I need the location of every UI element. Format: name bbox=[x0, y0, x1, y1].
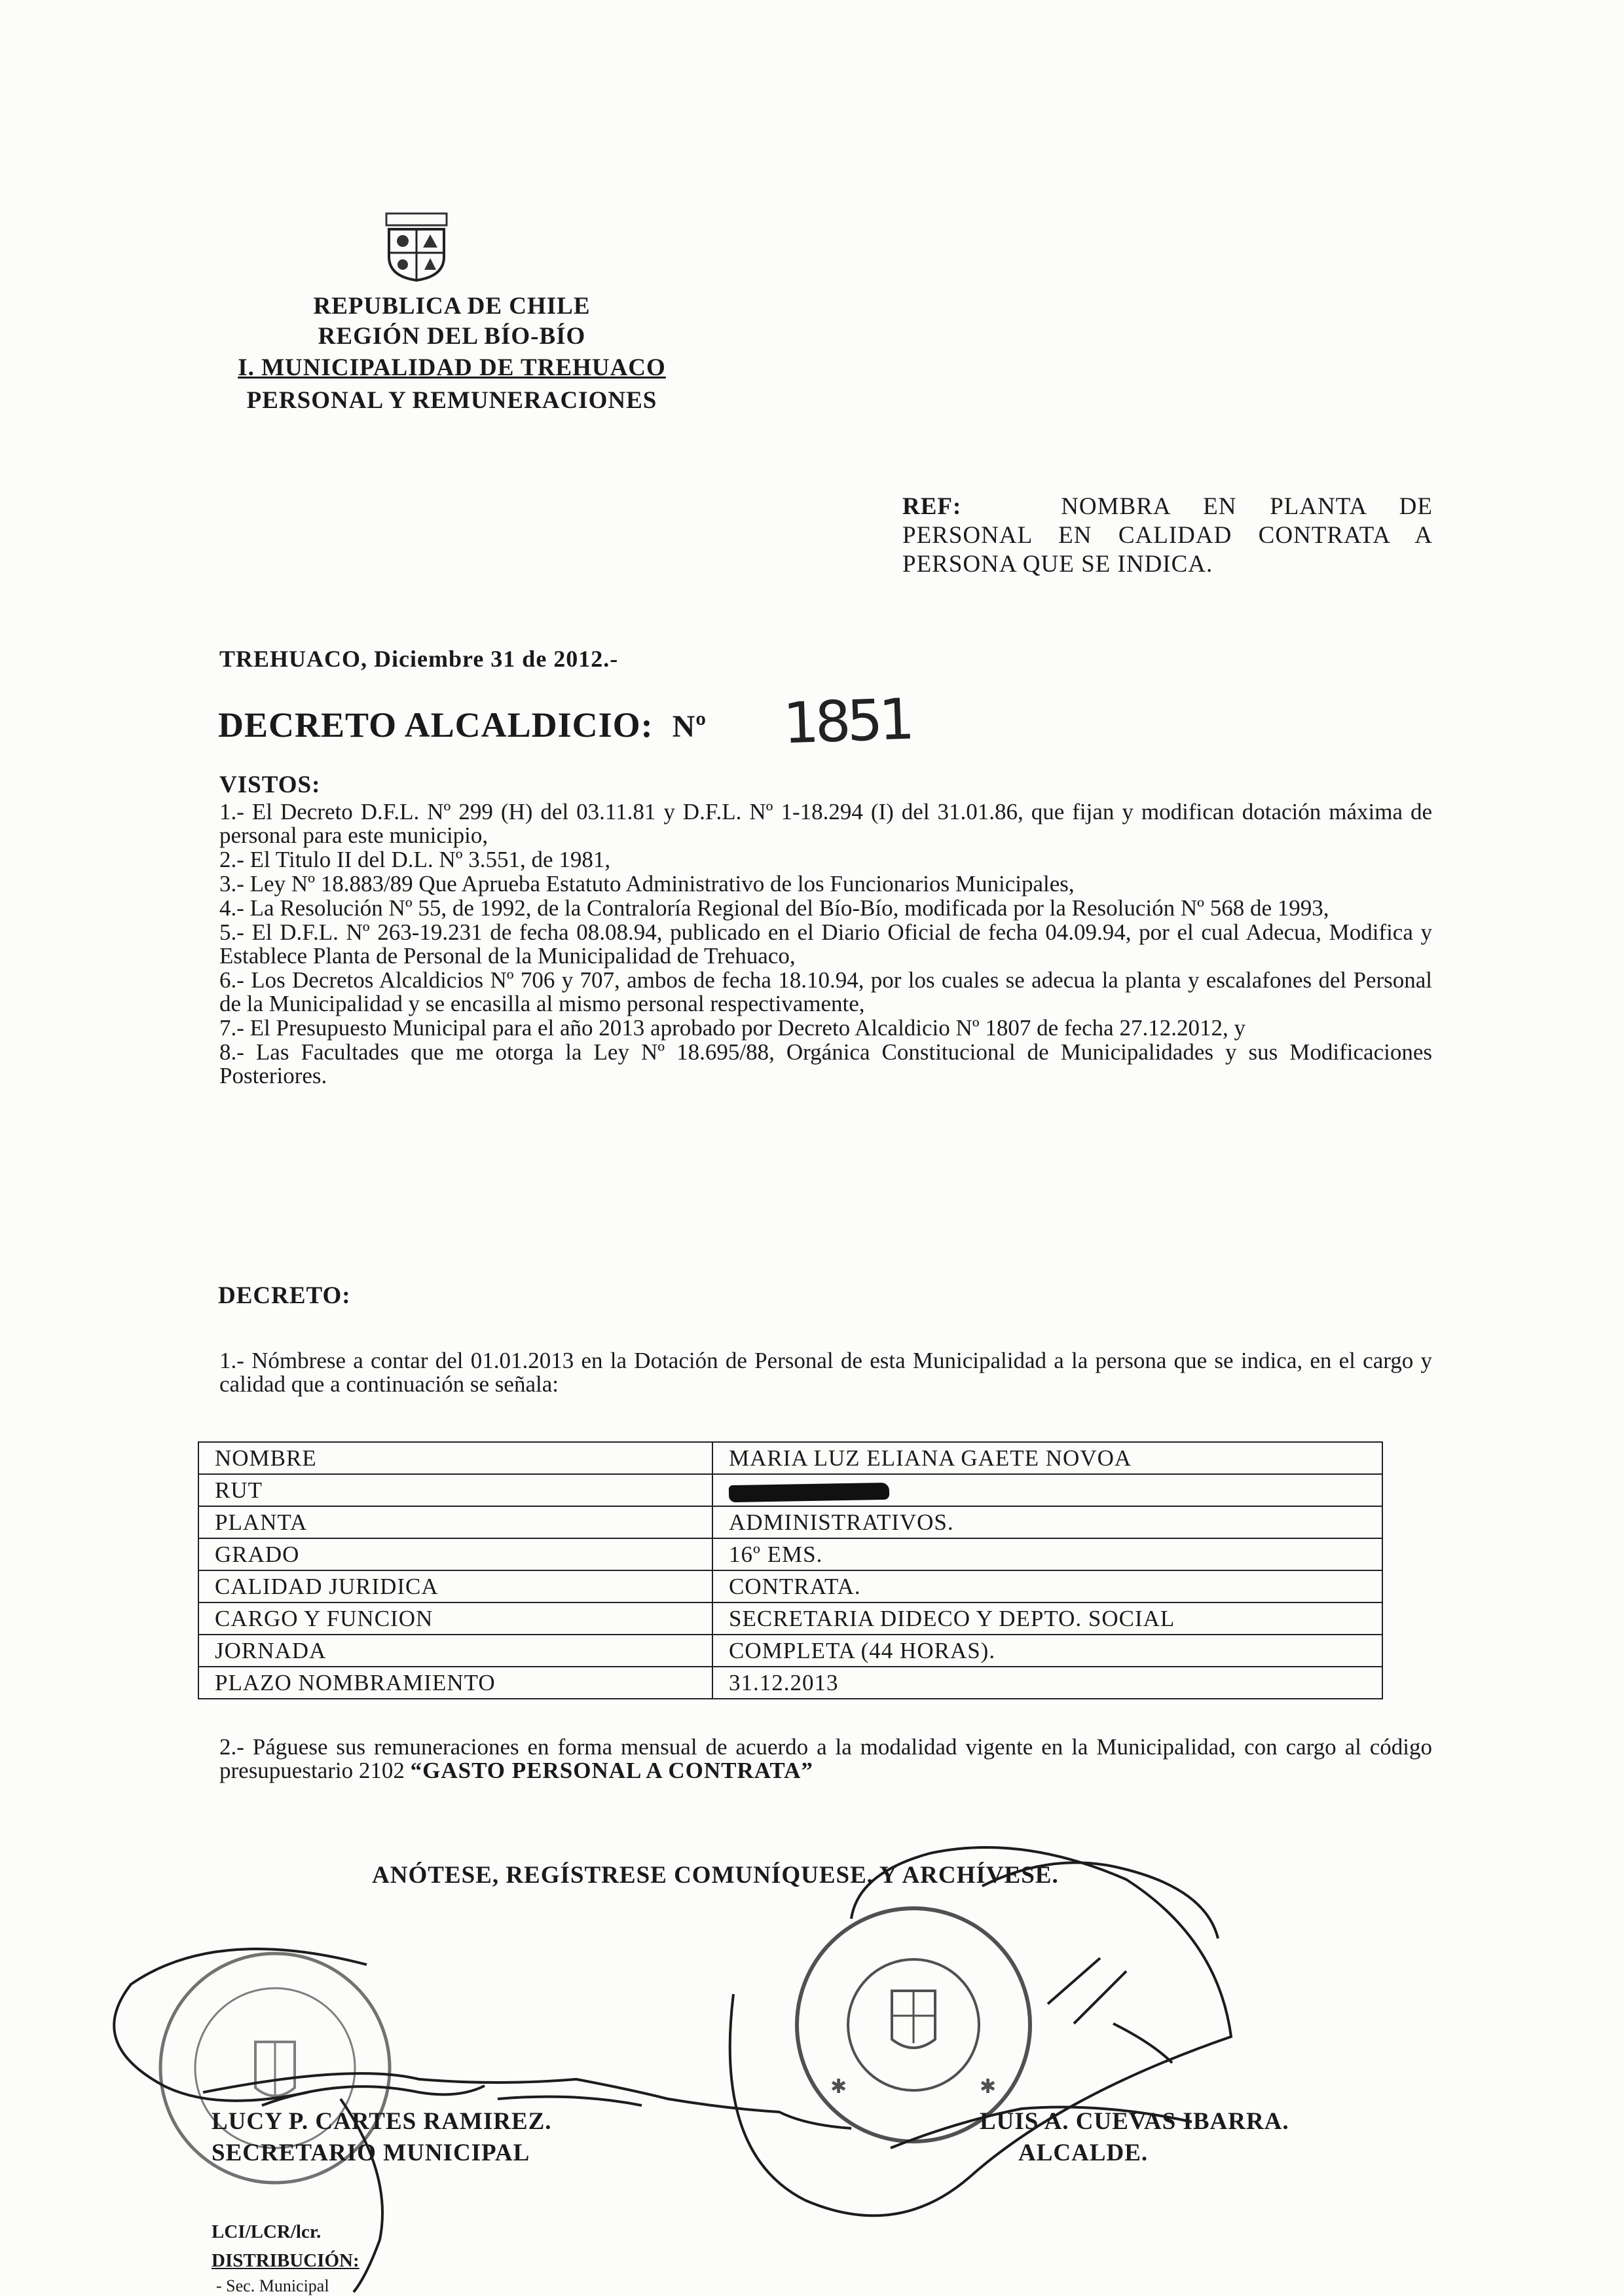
vistos-title: VISTOS: bbox=[219, 771, 321, 798]
place-date: TREHUACO, Diciembre 31 de 2012.- bbox=[219, 646, 619, 672]
right-signatory-title: ALCALDE. bbox=[1018, 2139, 1149, 2166]
header-country: REPUBLICA DE CHILE bbox=[313, 293, 591, 320]
table-label: JORNADA bbox=[198, 1635, 712, 1667]
header-department: PERSONAL Y REMUNERACIONES bbox=[246, 387, 657, 414]
right-stamp bbox=[797, 1908, 1030, 2141]
table-value: MARIA LUZ ELIANA GAETE NOVOA bbox=[712, 1442, 1382, 1474]
initials: LCI/LCR/lcr. bbox=[212, 2221, 322, 2242]
table-value: SECRETARIA DIDECO Y DEPTO. SOCIAL bbox=[712, 1602, 1382, 1635]
decree-number-handwritten: 1851 bbox=[782, 686, 912, 757]
table-value: 16º EMS. bbox=[712, 1538, 1382, 1570]
vistos-item: 4.- La Resolución Nº 55, de 1992, de la Contraloría Regional del Bío-Bío, modificada por la Resolución Nº 568 de 1993, bbox=[219, 895, 1329, 921]
table-value: 31.12.2013 bbox=[712, 1667, 1382, 1699]
table-label: NOMBRE bbox=[198, 1442, 712, 1474]
header-region: REGIÓN DEL BÍO-BÍO bbox=[318, 323, 586, 350]
table-label: CALIDAD JURIDICA bbox=[198, 1570, 712, 1602]
vistos-item: 6.- Los Decretos Alcaldicios Nº 706 y 707, ambos de fecha 18.10.94, por los cuales se adecua la planta y escalafones del Personal de la Municipalidad y se encasilla al mismo personal respectivamente, bbox=[219, 967, 1432, 1016]
ref-line-3: PERSONA QUE SE INDICA. bbox=[902, 551, 1213, 578]
table-label: CARGO Y FUNCION bbox=[198, 1602, 712, 1635]
table-value: ADMINISTRATIVOS. bbox=[712, 1506, 1382, 1538]
closing-formula: ANÓTESE, REGÍSTRESE COMUNÍQUESE, Y ARCHÍVESE. bbox=[372, 1862, 1059, 1889]
ref-label: REF: bbox=[902, 493, 962, 520]
decree-label: DECRETO ALCALDICIO: bbox=[218, 705, 654, 745]
table-label: RUT bbox=[198, 1474, 712, 1506]
decree-number-prefix: Nº bbox=[672, 709, 707, 744]
svg-text:✱: ✱ bbox=[830, 2076, 847, 2098]
vistos-item: 3.- Ley Nº 18.883/89 Que Aprueba Estatuto Administrativo de los Funcionarios Municipales, bbox=[219, 871, 1075, 897]
table-value: COMPLETA (44 HORAS). bbox=[712, 1635, 1382, 1667]
vistos-item: 8.- Las Facultades que me otorga la Ley Nº 18.695/88, Orgánica Constitucional de Municipalidades y sus Modificaciones Posteriores. bbox=[219, 1039, 1432, 1088]
table-label: PLANTA bbox=[198, 1506, 712, 1538]
right-signature bbox=[730, 1847, 1231, 2215]
distribution-item: - Sec. Municipal bbox=[216, 2276, 329, 2295]
left-signatory-title: SECRETARIO MUNICIPAL bbox=[212, 2139, 530, 2166]
ref-line-2: PERSONAL EN CALIDAD CONTRATA A bbox=[902, 522, 1433, 549]
left-signatory-name: LUCY P. CARTES RAMIREZ. bbox=[212, 2108, 552, 2135]
distribution-label: DISTRIBUCIÓN: bbox=[212, 2250, 360, 2271]
vistos-item: 5.- El D.F.L. Nº 263-19.231 de fecha 08.08.94, publicado en el Diario Oficial de fecha 04.09.94, por el cual Adecua, Modifica y Establece Planta de Personal de la Municipalidad de Trehuaco, bbox=[219, 919, 1432, 969]
decreto-item-2: 2.- Páguese sus remuneraciones en forma mensual de acuerdo a la modalidad vigente en la Municipalidad, con cargo al código presupuestario 2102 “GASTO PERSONAL A CONTRATA” bbox=[219, 1734, 1432, 1783]
vistos-item: 7.- El Presupuesto Municipal para el año 2013 aprobado por Decreto Alcaldicio Nº 1807 de fecha 27.12.2012, y bbox=[219, 1015, 1246, 1041]
table-label: PLAZO NOMBRAMIENTO bbox=[198, 1667, 712, 1699]
decreto-title: DECRETO: bbox=[218, 1282, 351, 1309]
ref-line-1: NOMBRA EN PLANTA DE bbox=[1061, 493, 1433, 520]
svg-text:✱: ✱ bbox=[980, 2076, 997, 2098]
decreto-item-1: 1.- Nómbrese a contar del 01.01.2013 en la Dotación de Personal de esta Municipalidad a la persona que se indica, en el cargo y calidad que a continuación se señala: bbox=[219, 1348, 1432, 1397]
vistos-item: 2.- El Titulo II del D.L. Nº 3.551, de 1981, bbox=[219, 847, 611, 872]
table-value: CONTRATA. bbox=[712, 1570, 1382, 1602]
header-municipality: I. MUNICIPALIDAD DE TREHUACO bbox=[238, 354, 666, 381]
vistos-item: 1.- El Decreto D.F.L. Nº 299 (H) del 03.11.81 y D.F.L. Nº 1-18.294 (I) del 31.01.86, que fijan y modifican dotación máxima de personal para este municipio, bbox=[219, 799, 1432, 848]
table-label: GRADO bbox=[198, 1538, 712, 1570]
right-signatory-name: LUIS A. CUEVAS IBARRA. bbox=[980, 2108, 1289, 2135]
